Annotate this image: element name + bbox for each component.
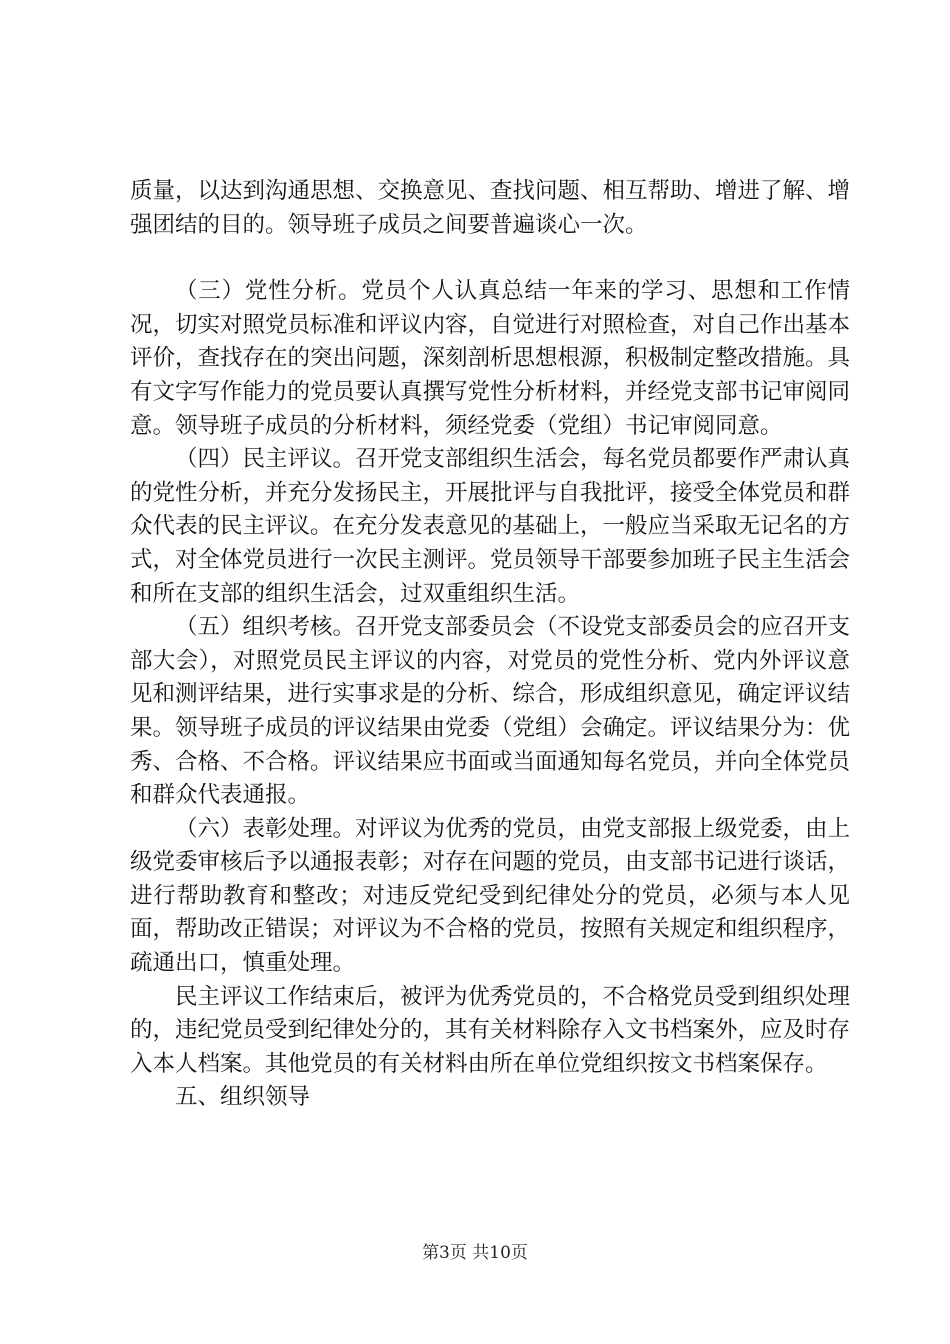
paragraph-organizational-assessment: （五）组织考核。召开党支部委员会（不设党支部委员会的应召开支部大会），对照党员民主评议的内容，对党员的党性分析、党内外评议意见和测评结果，进行实事求是的分析、综合，形成组织意见，确定评议结果。领导班子成员的评议结果由党委（党组）会确定。评议结果分为：优秀、合格、不合格。评议结果应书面或当面通知每名党员，并向全体党员和群众代表通报。 <box>130 614 851 809</box>
document-body <box>130 175 850 1115</box>
paragraph-archiving: 民主评议工作结束后，被评为优秀党员的，不合格党员受到组织处理的，违纪党员受到纪律处分的，其有关材料除存入文书档案外，应及时存入本人档案。其他党员的有关材料由所在单位党组织按文书档案保存。 <box>130 983 851 1077</box>
paragraph-democratic-review: （四）民主评议。召开党支部组织生活会，每名党员都要作严肃认真的党性分析，并充分发扬民主，开展批评与自我批评，接受全体党员和群众代表的民主评议。在充分发表意见的基础上，一般应当采取无记名的方式，对全体党员进行一次民主测评。党员领导干部要参加班子民主生活会和所在支部的组织生活会，过双重组织生活。 <box>130 446 851 607</box>
paragraph-party-spirit-analysis: （三）党性分析。党员个人认真总结一年来的学习、思想和工作情况，切实对照党员标准和评议内容，自觉进行对照检查，对自己作出基本评价，查找存在的突出问题，深刻剖析思想根源，积极制定整改措施。具有文字写作能力的党员要认真撰写党性分析材料，并经党支部书记审阅同意。领导班子成员的分析材料，须经党委（党组）书记审阅同意。 <box>130 278 851 439</box>
paragraph-commendation-handling: （六）表彰处理。对评议为优秀的党员，由党支部报上级党委，由上级党委审核后予以通报表彰；对存在问题的党员，由支部书记进行谈话，进行帮助教育和整改；对违反党纪受到纪律处分的党员，必须与本人见面，帮助改正错误；对评议为不合格的党员，按照有关规定和组织程序，疏通出口，慎重处理。 <box>130 815 851 977</box>
paragraph-continuation: 质量，以达到沟通思想、交换意见、查找问题、相互帮助、增进了解、增强团结的目的。领导班子成员之间要普遍谈心一次。 <box>130 178 851 238</box>
page-number-footer: 第3页 共10页 <box>422 1243 528 1263</box>
section-heading-leadership: 五、组织领导 <box>175 1084 311 1111</box>
